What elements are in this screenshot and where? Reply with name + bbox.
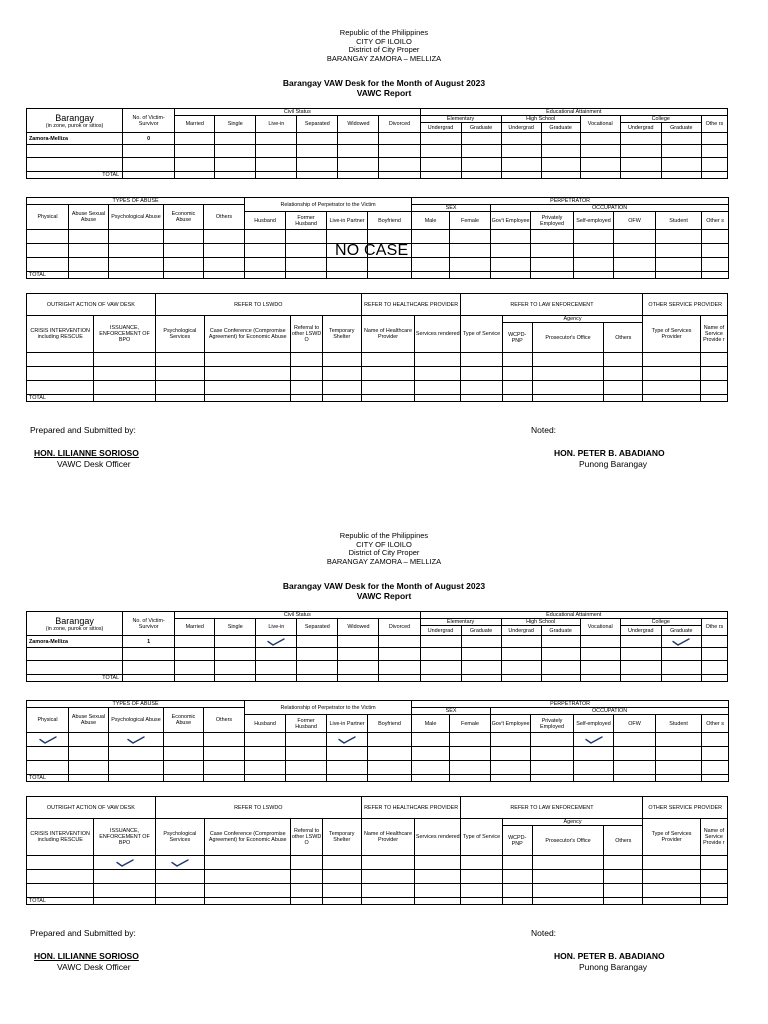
noted-label: Noted: [531,928,557,938]
abuse-others: Others [204,205,245,230]
college-undergrad: Undergrad [620,626,661,636]
civil-status-header: Civil Status [175,109,420,116]
educ-vocational: Vocational [580,619,620,636]
college-graduate: Graduate [661,123,701,133]
services-rendered-header: Services rendered [415,819,461,856]
agency-header: Agency [502,316,643,323]
barangay-name: Zamora-Melliza [27,636,123,648]
rel-former: Former Husband [286,212,327,230]
report-title [0,581,768,601]
barangay-header: Barangay (in zone, purok or sitios) [27,109,123,133]
health-header: REFER TO HEALTHCARE PROVIDER [361,797,461,819]
physical-cell [27,230,69,244]
header-republic: Republic of the Philippines [339,28,429,37]
elem-undergrad: Undergrad [420,123,461,133]
victim-count-header: No. of Victim-Survivor [123,612,175,636]
crisis-header: CRISIS INTERVENTION including RESCUE [27,316,94,353]
civil-married: Married [175,116,215,133]
other-service-header: OTHER SERVICE PROVIDER [643,294,728,316]
types-abuse-header: TYPES OF ABUSE [27,198,245,205]
services-rendered-header: Services rendered [415,316,461,353]
shelter-header: Temporary Shelter [322,316,361,353]
officer-title: VAWC Desk Officer [57,459,131,469]
table-row [27,367,728,381]
civil-status-header: Civil Status [175,612,420,619]
educ-header: Educational Attainment [420,109,728,116]
check-mark-icon [171,859,189,867]
abuse-psych: Psychological Abuse [109,205,164,230]
partner-cell [327,733,368,747]
victim-table [26,108,728,179]
rel-livein: Live-in Partner [327,715,368,733]
action-table [26,293,728,402]
educ-elementary: Elementary [420,116,501,123]
report-title-line: Barangay VAW Desk for the Month of August 2023 [282,78,486,88]
abuse-others: Others [204,708,245,733]
report-block [0,503,768,1003]
abuse-economic: Economic Abuse [164,205,204,230]
report-title [0,78,768,98]
check-mark-icon [39,736,57,744]
report-title-line: Barangay VAW Desk for the Month of August 2023 [282,581,486,591]
elem-graduate: Graduate [461,626,501,636]
elem-graduate: Graduate [461,123,501,133]
rel-husband: Husband [245,212,286,230]
bpo-cell [94,353,155,367]
total-label: TOTAL [27,898,94,905]
check-mark-icon [672,638,690,646]
educ-highschool: High School [501,116,580,123]
header-city: CITY OF ILOILO [356,539,412,549]
case-conf-header: Case Conference (Compromise Agreement) for Economic Abuse [204,316,290,353]
barangay-header: Barangay (in zone, purok or sitios) [27,612,123,636]
name-provider-header: Name of Service Provide r [700,316,727,353]
noted-label: Noted: [531,425,557,435]
occ-govt: Gov't Employee [491,212,531,230]
lswdo-header: REFER TO LSWDO [155,797,361,819]
victim-table [26,611,728,682]
check-mark-icon [127,736,145,744]
total-label: TOTAL [27,395,94,402]
physical-cell [27,733,69,747]
educ-others: Othe rs [701,619,727,636]
prepared-label: Prepared and Submitted by: [30,425,136,435]
table-row [27,747,729,761]
referral-header: Referral to other LSWD O [291,316,322,353]
hs-undergrad: Undergrad [501,626,541,636]
bpo-header: ISSUANCE, ENFORCEMENT OF BPO [94,316,155,353]
psych-cell [109,733,164,747]
abuse-psych: Psychological Abuse [109,708,164,733]
college-undergrad: Undergrad [620,123,661,133]
table-row [27,636,728,648]
occ-student: Student [656,715,702,733]
hs-undergrad: Undergrad [501,123,541,133]
occupation-header: OCCUPATION [491,708,729,715]
table-row [27,733,729,747]
table-row [27,856,728,870]
table-row [27,761,729,775]
types-abuse-header: TYPES OF ABUSE [27,701,245,708]
rel-husband: Husband [245,715,286,733]
action-table [26,796,728,905]
rel-boyfriend: Boyfriend [368,715,412,733]
occ-others: Other s [702,212,729,230]
sex-header: SEX [412,205,491,212]
abuse-table [26,197,729,279]
header-city: CITY OF ILOILO [356,36,412,46]
captain-title: Punong Barangay [579,459,648,469]
health-name-header: Name of Healthcare Provider [361,819,414,856]
law-header: REFER TO LAW ENFORCEMENT [461,294,643,316]
officer-name: HON. LILIANNE SORIOSO [34,448,139,458]
type-provider-header: Type of Services Provider [643,316,700,353]
occ-self: Self-employed [574,715,614,733]
barangay-name: Zamora-Melliza [27,133,123,145]
health-name-header: Name of Healthcare Provider [361,316,414,353]
check-mark-icon [116,859,134,867]
perpetrator-header: PERPETRATOR [412,198,729,205]
civil-widowed: Widowed [338,116,379,133]
sex-header: SEX [412,708,491,715]
bpo-header: ISSUANCE, ENFORCEMENT OF BPO [94,819,155,856]
report-header [0,29,768,63]
livein-cell [256,133,297,145]
check-mark-icon [585,736,603,744]
header-barangay: BARANGAY ZAMORA – MELLIZA [326,556,442,566]
self-employed-cell [574,230,614,244]
occ-private: Privately Employed [531,212,574,230]
referral-header: Referral to other LSWD O [291,819,322,856]
educ-vocational: Vocational [580,116,620,133]
educ-others: Othe rs [701,116,727,133]
agency-others-header: Others [604,826,643,856]
psych-services-cell [155,353,204,367]
occ-others: Other s [702,715,729,733]
total-row [27,395,728,402]
civil-single: Single [215,116,256,133]
type-service-header: Type of Service [461,316,502,353]
psych-services-cell [155,856,204,870]
table-row [27,884,728,898]
rel-former: Former Husband [286,715,327,733]
total-label: TOTAL [27,172,123,179]
psych-services-header: Psychological Services [155,316,204,353]
civil-separated: Separated [297,116,338,133]
crisis-header: CRISIS INTERVENTION including RESCUE [27,819,94,856]
civil-divorced: Divorced [379,116,420,133]
self-employed-cell [574,733,614,747]
civil-livein: Live-in [256,116,297,133]
table-row [27,145,728,158]
psych-cell [109,230,164,244]
agency-header: Agency [502,819,643,826]
agency-others-header: Others [604,323,643,353]
civil-separated: Separated [297,619,338,636]
no-case-note: NO CASE [335,242,409,259]
occ-private: Privately Employed [531,715,574,733]
abuse-physical: Physical [27,205,69,230]
college-graduate-cell [661,636,701,648]
elem-undergrad: Undergrad [420,626,461,636]
civil-married: Married [175,619,215,636]
abuse-sexual: Abuse Sexual Abuse [69,708,109,733]
total-row [27,675,728,682]
wcpd-header: WCPD-PNP [502,323,532,353]
college-graduate-cell [661,133,701,145]
table-row [27,870,728,884]
check-mark-icon [267,638,285,646]
name-provider-header: Name of Service Provide r [700,819,727,856]
rel-boyfriend: Boyfriend [368,212,412,230]
total-label: TOTAL [27,272,69,279]
table-row [27,158,728,172]
abuse-table [26,700,729,782]
college-graduate: Graduate [661,626,701,636]
sex-female: Female [450,715,491,733]
educ-elementary: Elementary [420,619,501,626]
total-label: TOTAL [27,675,123,682]
header-district: District of City Proper [348,548,420,557]
report-header [0,532,768,566]
victim-count: 1 [123,636,175,648]
psych-services-header: Psychological Services [155,819,204,856]
civil-divorced: Divorced [379,619,420,636]
total-row [27,898,728,905]
wcpd-header: WCPD-PNP [502,826,532,856]
educ-highschool: High School [501,619,580,626]
captain-name: HON. PETER B. ABADIANO [554,951,665,961]
abuse-sexual: Abuse Sexual Abuse [69,205,109,230]
table-row [27,133,728,145]
officer-name: HON. LILIANNE SORIOSO [34,951,139,961]
civil-widowed: Widowed [338,619,379,636]
outright-header: OUTRIGHT ACTION OF VAW DESK [27,294,156,316]
table-row [27,661,728,675]
type-service-header: Type of Service [461,819,502,856]
report-block [0,0,768,500]
sex-female: Female [450,212,491,230]
prosecutor-header: Prosecutor's Office [532,826,603,856]
prosecutor-header: Prosecutor's Office [532,323,603,353]
occ-self: Self-employed [574,212,614,230]
captain-name: HON. PETER B. ABADIANO [554,448,665,458]
hs-graduate: Graduate [541,123,580,133]
law-header: REFER TO LAW ENFORCEMENT [461,797,643,819]
livein-cell [256,636,297,648]
total-row [27,775,729,782]
occ-govt: Gov't Employee [491,715,531,733]
health-header: REFER TO HEALTHCARE PROVIDER [361,294,461,316]
other-service-header: OTHER SERVICE PROVIDER [643,797,728,819]
shelter-header: Temporary Shelter [322,819,361,856]
victim-count: 0 [123,133,175,145]
header-district: District of City Proper [348,45,420,54]
prepared-label: Prepared and Submitted by: [30,928,136,938]
total-label: TOTAL [27,775,69,782]
educ-header: Educational Attainment [420,612,728,619]
educ-college: College [620,116,701,123]
captain-title: Punong Barangay [579,962,648,972]
sex-male: Male [412,212,450,230]
occupation-header: OCCUPATION [491,205,729,212]
officer-title: VAWC Desk Officer [57,962,131,972]
total-row [27,172,728,179]
check-mark-icon [338,736,356,744]
occ-student: Student [656,212,702,230]
outright-header: OUTRIGHT ACTION OF VAW DESK [27,797,156,819]
header-republic: Republic of the Philippines [339,531,429,540]
abuse-economic: Economic Abuse [164,708,204,733]
rel-livein: Live-in Partner [327,212,368,230]
table-row [27,381,728,395]
table-row [27,648,728,661]
bpo-cell [94,856,155,870]
total-row [27,272,729,279]
case-conf-header: Case Conference (Compromise Agreement) for Economic Abuse [204,819,290,856]
occ-ofw: OFW [614,715,656,733]
victim-count-header: No. of Victim-Survivor [123,109,175,133]
report-subtitle: VAWC Report [356,591,412,601]
relationship-header: Relationship of Perpetrator to the Victim [245,198,412,212]
report-subtitle: VAWC Report [356,88,412,98]
civil-single: Single [215,619,256,636]
civil-livein: Live-in [256,619,297,636]
relationship-header: Relationship of Perpetrator to the Victim [245,701,412,715]
sex-male: Male [412,715,450,733]
lswdo-header: REFER TO LSWDO [155,294,361,316]
occ-ofw: OFW [614,212,656,230]
perpetrator-header: PERPETRATOR [412,701,729,708]
header-barangay: BARANGAY ZAMORA – MELLIZA [326,53,442,63]
type-provider-header: Type of Services Provider [643,819,700,856]
table-row [27,353,728,367]
abuse-physical: Physical [27,708,69,733]
hs-graduate: Graduate [541,626,580,636]
educ-college: College [620,619,701,626]
